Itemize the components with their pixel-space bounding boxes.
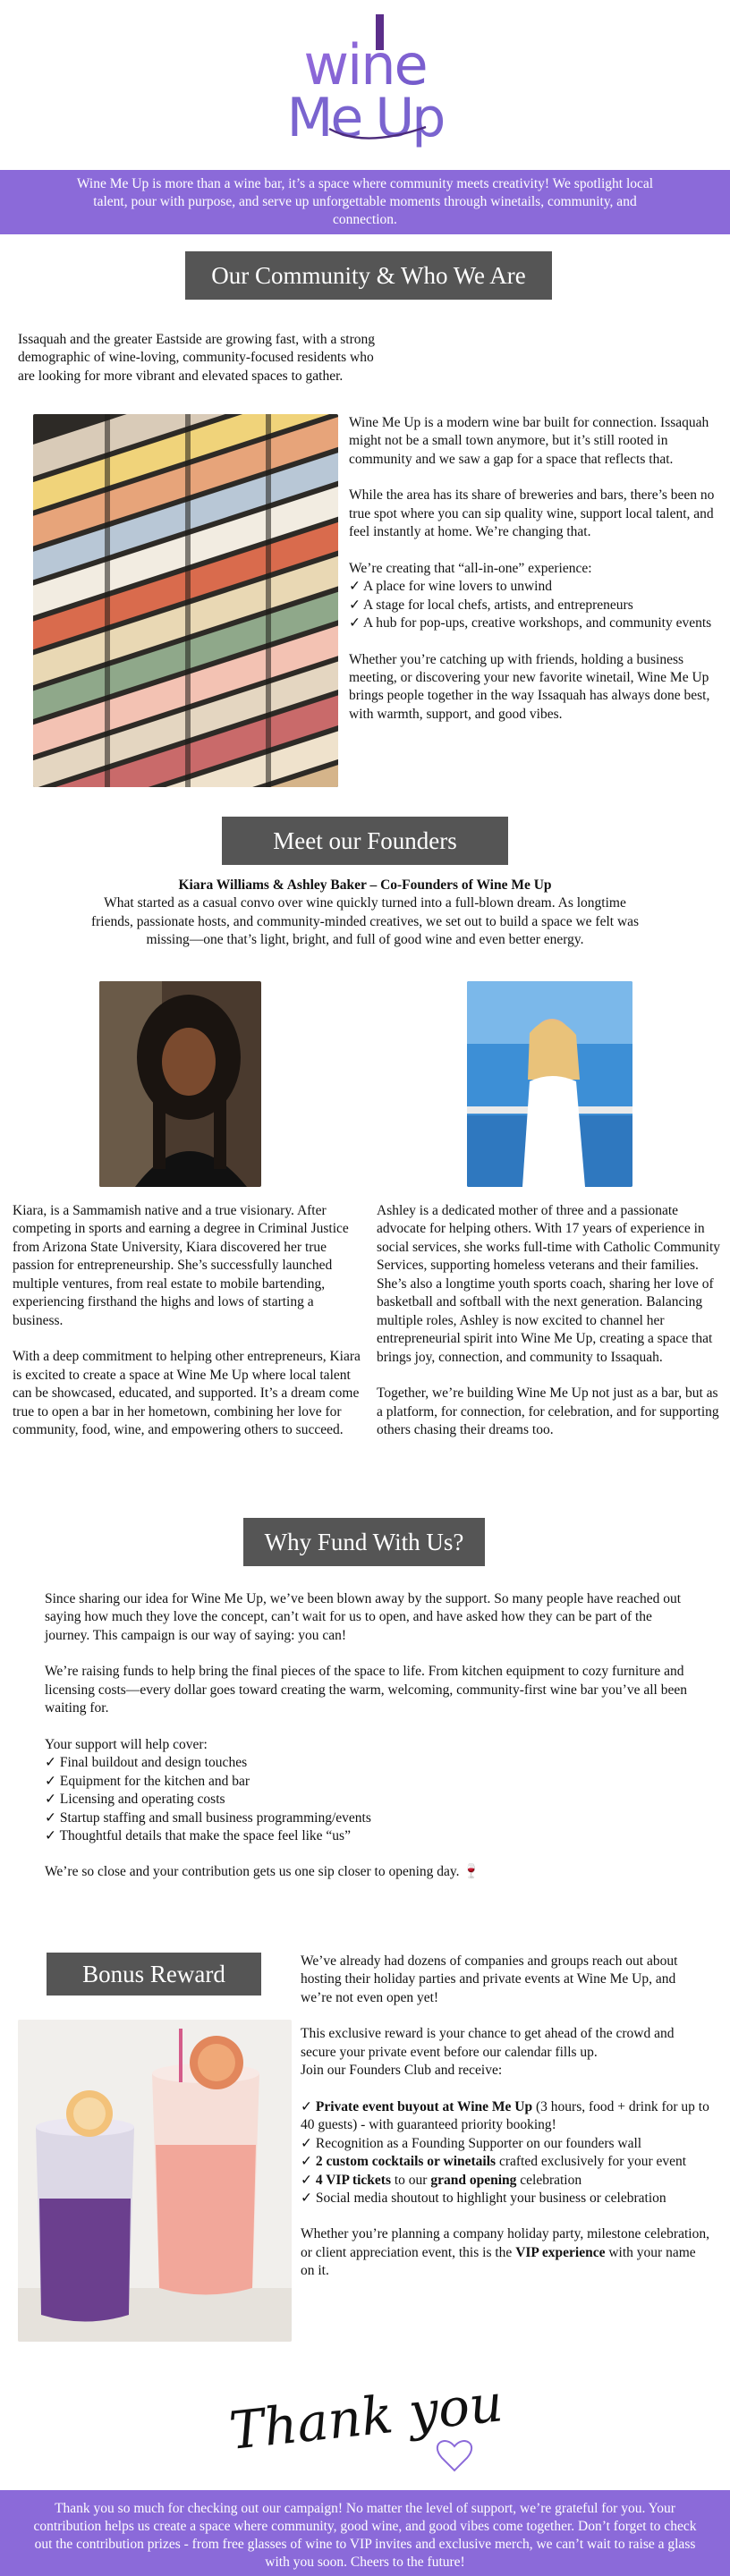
bonus-paragraph-3: Join our Founders Club and receive: bbox=[301, 2063, 503, 2079]
wine-me-up-logo bbox=[276, 14, 454, 148]
reward-3-detail: crafted exclusively for your event bbox=[496, 2154, 687, 2170]
list-item: ✓ A stage for local chefs, artists, and entrepreneurs bbox=[349, 597, 716, 614]
list-item: ✓ Startup staffing and small business programming/events bbox=[45, 1809, 689, 1827]
why-fund-paragraph-1: Since sharing our idea for Wine Me Up, we’ve been blown away by the support. So many people have reached out saying how much they love the concept, can’t wait for us to open, and have asked how they can be part of the journey. This campaign is our way of saying: you can! bbox=[45, 1591, 682, 1643]
community-checklist bbox=[349, 578, 716, 632]
kiara-bio bbox=[13, 1202, 361, 1439]
list-item: ✓ Recognition as a Founding Supporter on our founders wall bbox=[301, 2135, 710, 2153]
closing-banner-text: Thank you so much for checking out our campaign! No matter the level of support, we’re grateful for you. Your contribution helps us create a space where community, good wine, and good vibes come together. Don’t forget to check out the contribution prizes - from free glasses of wine to VIP invites and exclusive merch, we can’t wait to raise a glass with you soon. Cheers to the future! bbox=[33, 2501, 697, 2571]
bonus-paragraph-2: This exclusive reward is your chance to get ahead of the crowd and secure your private event before our calendar fills up. bbox=[301, 2026, 675, 2060]
winetails-photo bbox=[18, 2020, 292, 2342]
community-lead-text: Issaquah and the greater Eastside are growing fast, with a strong demographic of wine-loving, community-focused residents who are looking for more vibrant and elevated spaces to gather. bbox=[18, 332, 375, 384]
list-item bbox=[301, 2098, 710, 2135]
community-paragraph-3: We’re creating that “all-in-one” experience: bbox=[349, 560, 592, 576]
bonus-paragraph-4 bbox=[301, 2225, 710, 2280]
community-paragraph-2: While the area has its share of breweries and bars, there’s been no true spot where you can sip quality wine, support local talent, and feel instantly at home. We’re changing that. bbox=[349, 487, 715, 540]
bonus-paragraph-1: We’ve already had dozens of companies and groups reach out about hosting their holiday parties and private events at Wine Me Up, and we’re not even open yet! bbox=[301, 1953, 678, 2005]
kiara-paragraph-2: With a deep commitment to helping other entrepreneurs, Kiara is excited to create a space at Wine Me Up where local talent can be showcased, educated, and supported. It’s a dream come true to open a bar in her hometown, combining her love for community, food, wine, and empowering others to succeed. bbox=[13, 1349, 361, 1437]
heart-icon bbox=[437, 2441, 471, 2470]
community-paragraph-4: Whether you’re catching up with friends, holding a business meeting, or discovering your new favorite winetail, Wine Me Up brings people together in the way Issaquah has always done best, with warmth, support, and good vibes. bbox=[349, 651, 710, 722]
founders-names: Kiara Williams & Ashley Baker – Co-Founders of Wine Me Up bbox=[178, 877, 552, 893]
why-fund-paragraph-4: We’re so close and your contribution gets us one sip closer to opening day. 🍷 bbox=[45, 1864, 480, 1880]
list-item bbox=[301, 2172, 710, 2190]
vip-experience-highlight: VIP experience bbox=[515, 2244, 606, 2260]
thank-you-text: Thank you bbox=[226, 2372, 506, 2462]
list-item: ✓ A place for wine lovers to unwind bbox=[349, 578, 716, 596]
community-body bbox=[349, 414, 716, 724]
list-item: ✓ A hub for pop-ups, creative workshops, and community events bbox=[349, 614, 716, 632]
logo-text-wine: wine bbox=[303, 32, 427, 97]
ashley-bio bbox=[377, 1202, 726, 1439]
list-item: ✓ Thoughtful details that make the space feel like “us” bbox=[45, 1827, 689, 1845]
ashley-paragraph-1: Ashley is a dedicated mother of three and a passionate advocate for helping others. With 17 years of experience in social services, she works full-time with Catholic Community Services, supporting homeless veterans and their families. She’s also a longtime youth sports coach, sharing her love of basketball and softball with the next generation. Balancing multiple roles, Ashley is now excited to channel her entrepreneurial spirit into Wine Me Up, creating a space that brings joy, connection, and community to Issaquah. bbox=[377, 1203, 720, 1365]
community-heading: Our Community & Who We Are bbox=[185, 251, 552, 300]
why-fund-checklist bbox=[45, 1754, 689, 1845]
bonus-reward-list bbox=[301, 2098, 710, 2208]
closing-banner bbox=[0, 2490, 730, 2576]
bonus-paragraph-4-start: Whether you’re planning a company holiday party, milestone celebration, or client appreciation event, this is the bbox=[301, 2226, 709, 2260]
why-fund-heading: Why Fund With Us? bbox=[243, 1518, 485, 1566]
ashley-photo bbox=[467, 981, 632, 1187]
list-item: ✓ Final buildout and design touches bbox=[45, 1754, 689, 1772]
logo-text-me-up: Me Up bbox=[286, 87, 444, 148]
reward-4-highlight-2: grand opening bbox=[430, 2172, 517, 2188]
list-item: ✓ Licensing and operating costs bbox=[45, 1791, 689, 1809]
bonus-reward-body bbox=[301, 1953, 710, 2281]
reward-1-detail: (3 hours, food + drink for up to 40 guests) - with guaranteed priority booking! bbox=[301, 2098, 709, 2133]
wine-wall-photo bbox=[33, 414, 338, 787]
community-paragraph-1: Wine Me Up is a modern wine bar built for connection. Issaquah might not be a small town anymore, but it’s still rooted in community and we saw a gap for a space that reflects that. bbox=[349, 415, 709, 467]
reward-4-highlight: 4 VIP tickets bbox=[315, 2172, 391, 2188]
list-item: ✓ Social media shoutout to highlight your business or celebration bbox=[301, 2190, 710, 2207]
reward-1-highlight: Private event buyout at Wine Me Up bbox=[315, 2098, 533, 2114]
list-item bbox=[301, 2153, 710, 2171]
why-fund-body bbox=[45, 1590, 689, 1882]
intro-banner-text: Wine Me Up is more than a wine bar, it’s a space where community meets creativity! We spotlight local talent, pour with purpose, and serve up unforgettable moments through winetails, community, and connection. bbox=[76, 176, 654, 228]
kiara-paragraph-1: Kiara, is a Sammamish native and a true visionary. After competing in sports and earning a degree in Criminal Justice from Arizona State University, Kiara discovered her true passion for entrepreneurship. She’s successfully launched multiple ventures, from real estate to mobile bartending, experiencing firsthand the highs and lows of starting a business. bbox=[13, 1203, 349, 1328]
kiara-photo bbox=[99, 981, 261, 1187]
founders-intro-block bbox=[89, 877, 641, 950]
why-fund-paragraph-2: We’re raising funds to help bring the final pieces of the space to life. From kitchen equipment to cozy furniture and licensing costs—every dollar goes toward creating the warm, welcoming, community-first wine bar you’ve all been waiting for. bbox=[45, 1664, 687, 1716]
ashley-paragraph-2: Together, we’re building Wine Me Up not just as a bar, but as a platform, for connection, for celebration, and for supporting others chasing their dreams too. bbox=[377, 1385, 719, 1437]
why-fund-paragraph-3: Your support will help cover: bbox=[45, 1736, 208, 1752]
bonus-paragraph-4-end: with your name on it. bbox=[301, 2244, 696, 2279]
thank-you-script bbox=[215, 2361, 519, 2478]
reward-4-detail: celebration bbox=[516, 2172, 582, 2188]
bonus-reward-heading: Bonus Reward bbox=[47, 1953, 261, 1996]
reward-3-highlight: 2 custom cocktails or winetails bbox=[315, 2154, 497, 2170]
founders-heading: Meet our Founders bbox=[222, 817, 508, 865]
list-item: ✓ Equipment for the kitchen and bar bbox=[45, 1773, 689, 1791]
founders-intro-text: What started as a casual convo over wine quickly turned into a full-blown dream. As longtime friends, passionate hosts, and community-minded creatives, we set out to build a space we felt was missing—one that’s light, bright, and full of good wine and even better energy. bbox=[90, 895, 640, 948]
reward-4-connector: to our bbox=[390, 2172, 431, 2188]
intro-banner bbox=[0, 170, 730, 234]
